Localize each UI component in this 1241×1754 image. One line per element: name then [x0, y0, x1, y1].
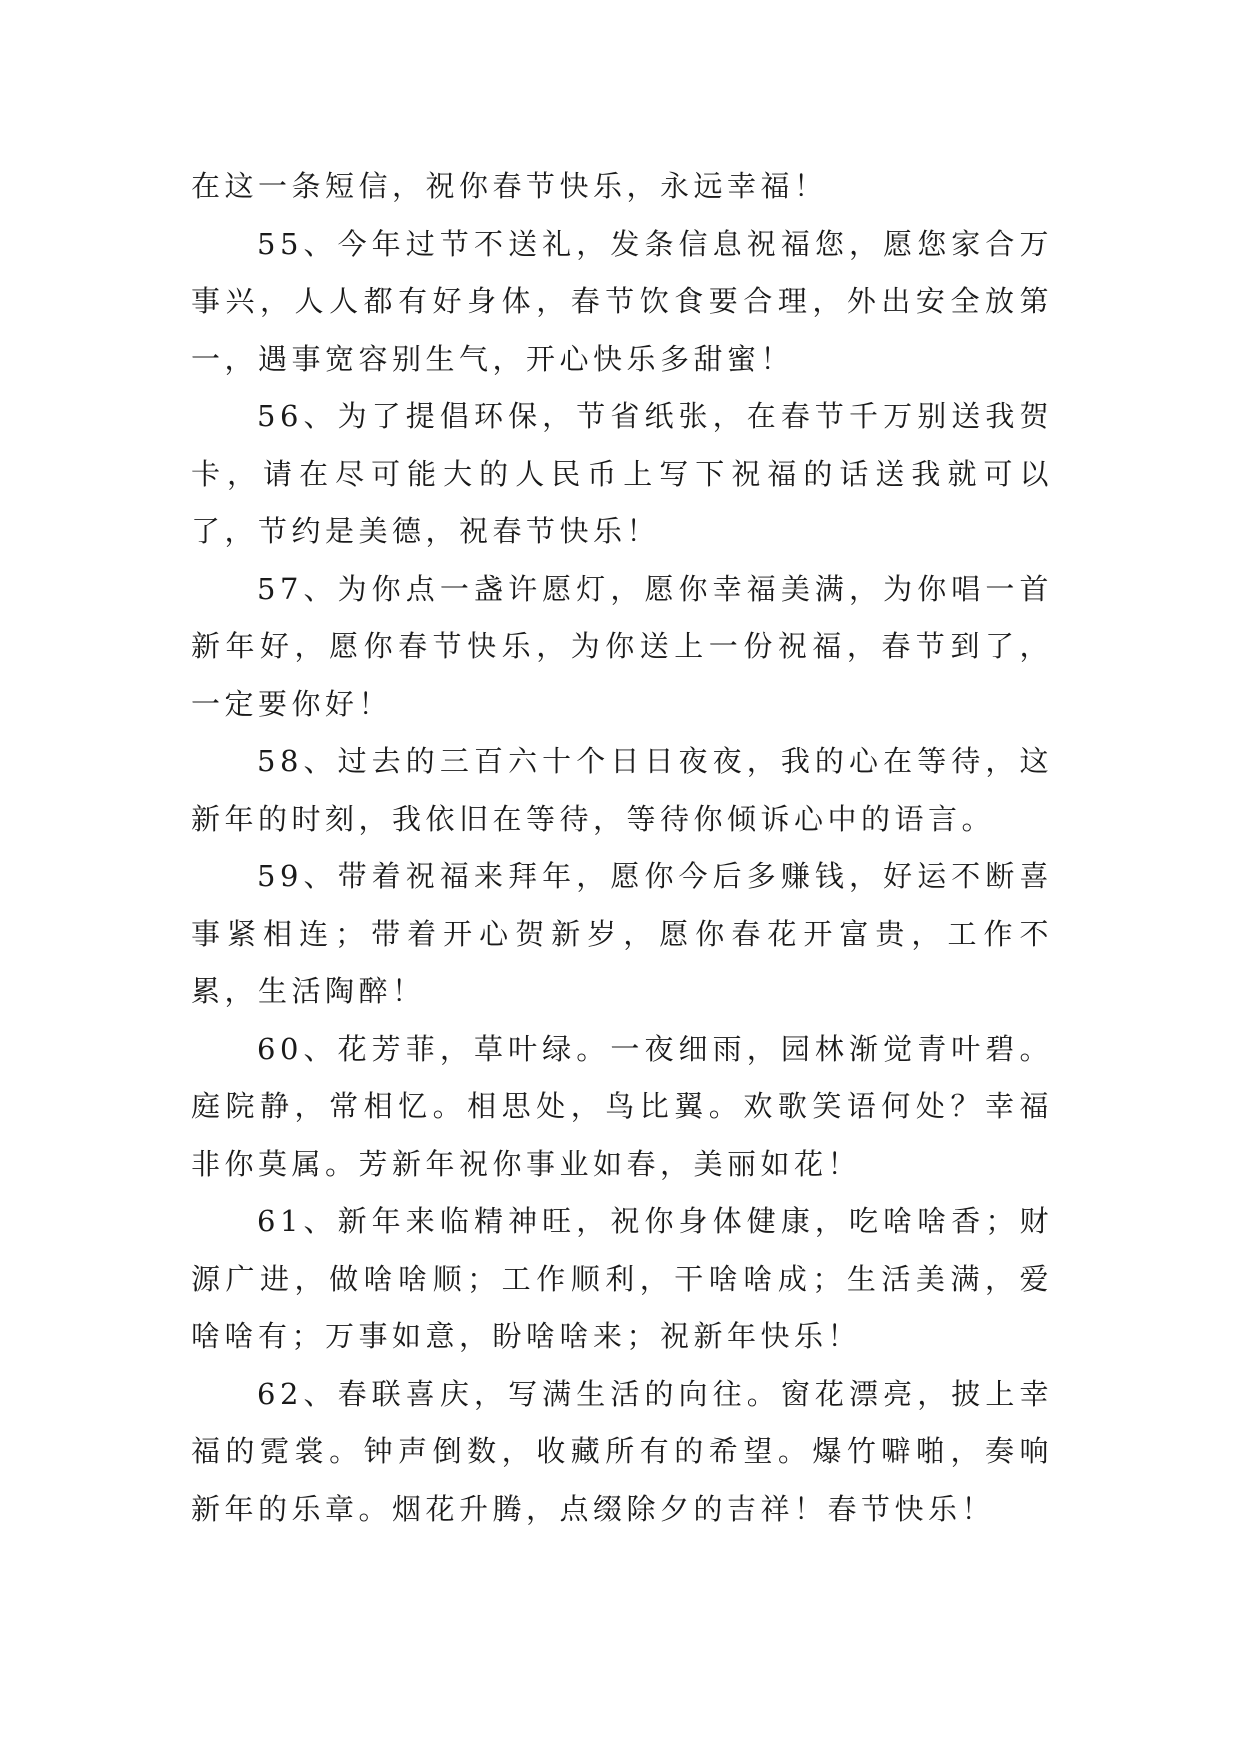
paragraph-61: 61、新年来临精神旺，祝你身体健康，吃啥啥香；财源广进，做啥啥顺；工作顺利，干啥啥成；生活美满，爱啥啥有；万事如意，盼啥啥来；祝新年快乐！	[191, 1204, 1053, 1353]
paragraph-59: 59、带着祝福来拜年，愿你今后多赚钱，好运不断喜事紧相连；带着开心贺新岁，愿你春花开富贵，工作不累，生活陶醉！	[191, 859, 1053, 1008]
paragraph-60: 60、花芳菲，草叶绿。一夜细雨，园林渐觉青叶碧。庭院静，常相忆。相思处，鸟比翼。欢歌笑语何处？幸福非你莫属。芳新年祝你事业如春，美丽如花！	[191, 1031, 1053, 1181]
paragraph-58: 58、过去的三百六十个日日夜夜，我的心在等待，这新年的时刻，我依旧在等待，等待你倾诉心中的语言。	[191, 744, 1053, 836]
paragraph-57: 57、为你点一盏许愿灯，愿你幸福美满，为你唱一首新年好，愿你春节快乐，为你送上一份祝福，春节到了，一定要你好！	[191, 571, 1053, 721]
document-body	[191, 158, 1053, 1538]
paragraph-continuation: 在这一条短信，祝你春节快乐，永远幸福！	[191, 169, 828, 203]
paragraph-55: 55、今年过节不送礼，发条信息祝福您，愿您家合万事兴，人人都有好身体，春节饮食要合理，外出安全放第一，遇事宽容别生气，开心快乐多甜蜜！	[191, 226, 1053, 376]
paragraph-62: 62、春联喜庆，写满生活的向往。窗花漂亮，披上幸福的霓裳。钟声倒数，收藏所有的希望。爆竹噼啪，奏响新年的乐章。烟花升腾，点缀除夕的吉祥！春节快乐！	[191, 1376, 1053, 1526]
paragraph-56: 56、为了提倡环保，节省纸张，在春节千万别送我贺卡，请在尽可能大的人民币上写下祝福的话送我就可以了，节约是美德，祝春节快乐！	[191, 399, 1053, 548]
